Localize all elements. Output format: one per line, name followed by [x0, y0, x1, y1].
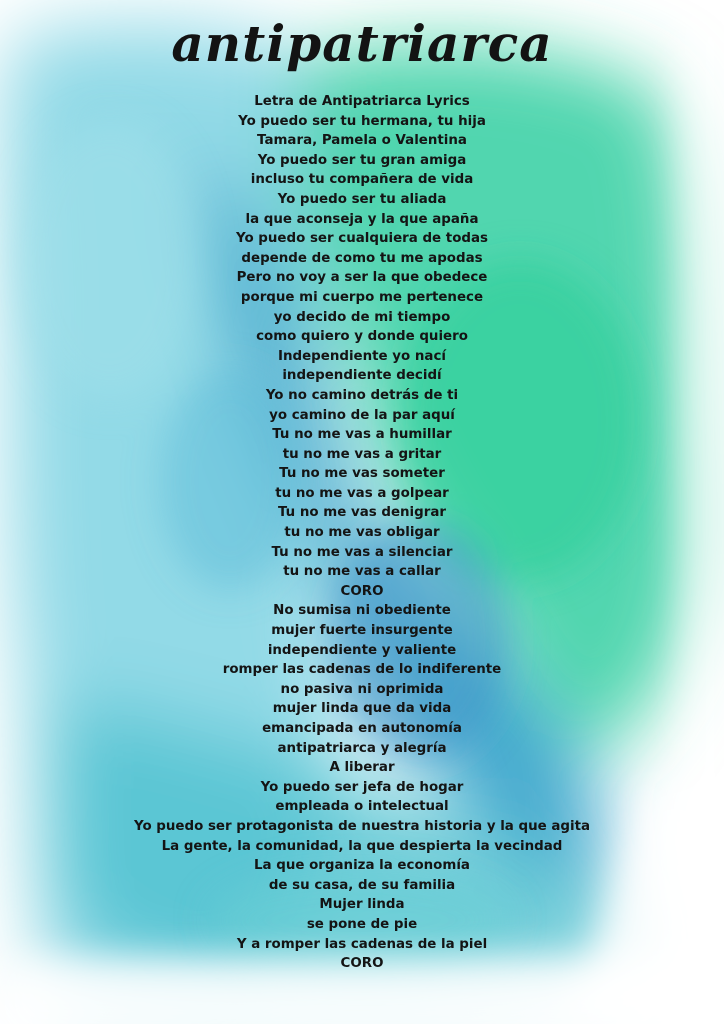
lyric-line: tu no me vas a golpear: [275, 485, 449, 501]
lyric-line: Y a romper las cadenas de la piel: [236, 936, 488, 952]
lyric-line: independiente y valiente: [267, 642, 457, 658]
lyric-line: Independiente yo nací: [277, 348, 446, 364]
lyric-line: yo decido de mi tiempo: [273, 309, 451, 325]
lyric-line: depende de como tu me apodas: [241, 250, 483, 266]
lyric-line: A liberar: [329, 760, 395, 776]
lyric-line: tu no me vas a gritar: [282, 446, 442, 462]
lyric-line: [0, 974, 724, 994]
page-title: antipatriarca: [171, 14, 553, 73]
lyric-line: Yo puedo ser jefa de hogar: [260, 779, 464, 795]
lyric-line: Yo puedo ser tu aliada: [277, 191, 447, 207]
lyric-line: Letra de Antipatriarca Lyrics: [254, 94, 470, 109]
lyric-line: mujer linda que da vida: [272, 701, 452, 717]
lyric-line: CORO: [340, 956, 384, 972]
lyric-line: Tu no me vas a silenciar: [271, 544, 453, 560]
lyric-line: Tu no me vas denigrar: [278, 505, 446, 521]
lyric-line: la que aconseja y la que apaña: [245, 211, 479, 227]
lyric-line: tu no me vas obligar: [284, 525, 440, 541]
lyric-line: No sumisa ni obediente: [273, 603, 451, 619]
lyrics-list: [0, 92, 724, 993]
lyric-line: Pero no voy a ser la que obedece: [236, 270, 488, 286]
lyric-line: CORO: [340, 583, 384, 599]
lyric-line: Yo puedo ser protagonista de nuestra historia y la que agita: [133, 818, 591, 834]
lyric-line: yo camino de la par aquí: [269, 407, 455, 423]
lyric-line: emancipada en autonomía: [262, 721, 462, 736]
lyric-line: Yo puedo ser tu gran amiga: [257, 152, 467, 168]
lyric-line: como quiero y donde quiero: [256, 329, 468, 345]
lyric-line: La que organiza la economía: [254, 858, 470, 874]
lyric-line: Mujer linda: [319, 897, 405, 913]
lyric-line: se pone de pie: [306, 916, 418, 932]
lyric-line: Tu no me vas a humillar: [272, 427, 452, 443]
lyric-line: mujer fuerte insurgente: [271, 623, 453, 639]
lyric-line: Yo puedo ser tu hermana, tu hija: [238, 113, 486, 129]
lyric-line: Yo puedo ser cualquiera de todas: [235, 231, 488, 247]
lyric-line: La gente, la comunidad, la que despierta la vecindad: [161, 838, 563, 854]
lyric-line: independiente decidí: [282, 368, 442, 384]
lyric-line: Tamara, Pamela o Valentina: [257, 133, 467, 149]
lyric-line: no pasiva ni oprimida: [280, 681, 444, 697]
lyric-line: porque mi cuerpo me pertenece: [240, 289, 484, 305]
lyric-line: tu no me vas a callar: [283, 564, 441, 580]
lyric-line: empleada o intelectual: [275, 799, 449, 815]
lyric-line: Tu no me vas someter: [279, 466, 445, 482]
lyric-line: antipatriarca y alegría: [277, 740, 447, 756]
lyric-line: incluso tu compañera de vida: [250, 172, 474, 188]
lyric-line: romper las cadenas de lo indiferente: [222, 662, 502, 678]
lyric-line: Yo no camino detrás de ti: [265, 387, 459, 403]
lyric-line: de su casa, de su familia: [268, 877, 456, 893]
